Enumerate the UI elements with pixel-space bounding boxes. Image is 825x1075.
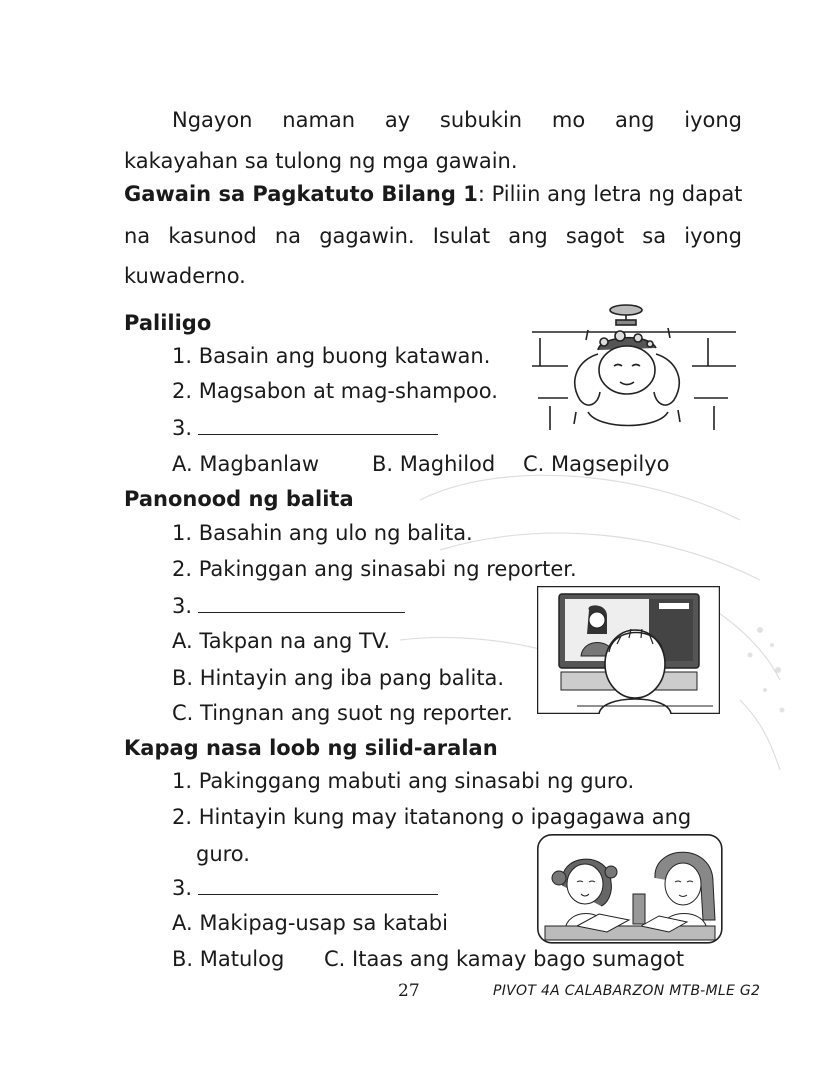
choice-item: B. Hintayin ang iba pang balita. bbox=[172, 666, 505, 690]
intro-line-2: kakayahan sa tulong ng mga gawain. bbox=[124, 149, 518, 173]
footer-series-label: PIVOT 4A CALABARZON MTB-MLE G2 bbox=[493, 983, 761, 999]
answer-line: 3. bbox=[172, 414, 438, 442]
activity-instruction-3: kuwaderno. bbox=[124, 264, 246, 288]
choice-item: C. Tingnan ang suot ng reporter. bbox=[172, 701, 513, 725]
answer-blank[interactable] bbox=[198, 874, 438, 895]
answer-line: 3. bbox=[172, 592, 405, 620]
activity-title: Gawain sa Pagkatuto Bilang 1 bbox=[124, 182, 478, 206]
section-heading-panonood: Panonood ng balita bbox=[124, 487, 354, 511]
activity-instruction-2: na kasunod na gagawin. Isulat ang sagot sa iyong bbox=[124, 224, 742, 248]
choice-item: B. Matulog bbox=[172, 947, 285, 971]
answer-blank[interactable] bbox=[198, 414, 438, 435]
intro-line-1: Ngayon naman ay subukin mo ang iyong bbox=[172, 108, 742, 132]
shower-illustration bbox=[528, 300, 740, 440]
choice-item: A. Magbanlaw bbox=[172, 452, 320, 476]
step-item-continued: guro. bbox=[196, 842, 250, 866]
step-item: 2. Hintayin kung may itatanong o ipagagawa ang bbox=[172, 805, 692, 829]
choice-item: A. Makipag-usap sa katabi bbox=[172, 911, 448, 935]
step-item: 2. Pakinggan ang sinasabi ng reporter. bbox=[172, 557, 577, 581]
choice-item: A. Takpan na ang TV. bbox=[172, 629, 391, 653]
section-heading-silid-aralan: Kapag nasa loob ng silid-aralan bbox=[124, 736, 498, 760]
step-item: 1. Basain ang buong katawan. bbox=[172, 344, 491, 368]
section-heading-paliligo: Paliligo bbox=[124, 311, 212, 335]
page-number: 27 bbox=[398, 981, 420, 1001]
choice-item: C. Magsepilyo bbox=[523, 452, 670, 476]
choice-item: B. Maghilod bbox=[372, 452, 496, 476]
answer-line: 3. bbox=[172, 874, 438, 902]
step-item: 1. Basahin ang ulo ng balita. bbox=[172, 521, 473, 545]
classroom-illustration bbox=[537, 834, 723, 944]
step-item: 1. Pakinggang mabuti ang sinasabi ng guro. bbox=[172, 769, 635, 793]
tv-news-illustration bbox=[537, 586, 720, 714]
answer-blank[interactable] bbox=[198, 592, 405, 613]
activity-instruction-1: Gawain sa Pagkatuto Bilang 1: Piliin ang letra ng dapat bbox=[124, 182, 743, 206]
choice-item: C. Itaas ang kamay bago sumagot bbox=[324, 947, 685, 971]
step-item: 2. Magsabon at mag-shampoo. bbox=[172, 379, 498, 403]
